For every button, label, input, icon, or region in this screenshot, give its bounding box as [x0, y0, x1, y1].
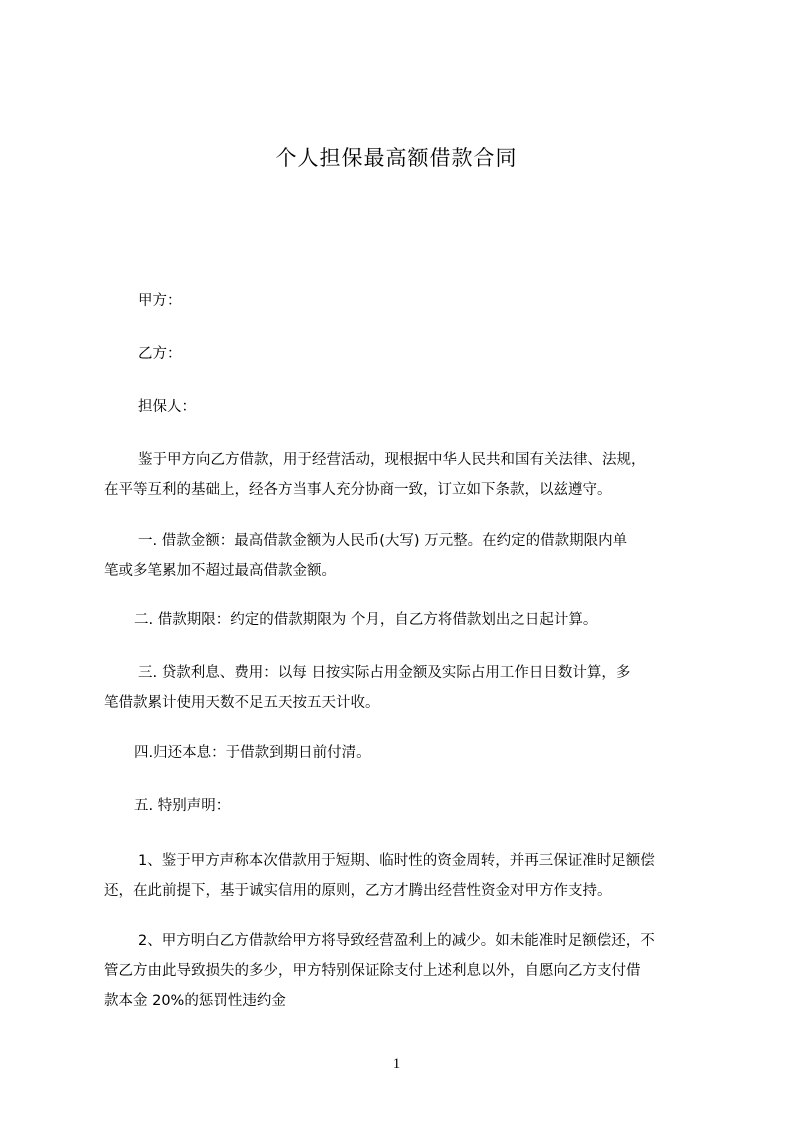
clause-4: 四.归还本息：于借款到期日前付清。 [134, 745, 371, 761]
party-a-label: 甲方： [138, 293, 182, 309]
clause-1-line-1: 一. 借款金额：最高借款金额为人民币(大写) 万元整。在约定的借款期限内单 [138, 533, 628, 549]
guarantor-label: 担保人： [138, 399, 196, 415]
item-2-line-1: 2、甲方明白乙方借款给甲方将导致经营盈利上的减少。如未能准时足额偿还，不 [138, 933, 655, 949]
document-title: 个人担保最高额借款合同 [275, 146, 518, 170]
clause-3-line-2: 笔借款累计使用天数不足五天按五天计收。 [104, 695, 380, 711]
clause-3-line-1: 三. 贷款利息、费用：以每 日按实际占用金额及实际占用工作日日数计算，多 [138, 665, 631, 681]
party-b-label: 乙方： [138, 346, 182, 362]
item-2-line-3: 款本金 20%的惩罚性违约金 [104, 993, 286, 1009]
page-number: 1 [392, 1056, 401, 1072]
preamble-line-1: 鉴于甲方向乙方借款，用于经营活动，现根据中华人民共和国有关法律、法规， [138, 452, 646, 468]
item-2-line-2: 管乙方由此导致损失的多少，甲方特别保证除支付上述利息以外，自愿向乙方支付借 [104, 963, 641, 979]
clause-5-heading: 五. 特别声明： [134, 798, 231, 814]
clause-1-line-2: 笔或多笔累加不超过最高借款金额。 [104, 563, 336, 579]
clause-2: 二. 借款期限：约定的借款期限为 个月，自乙方将借款划出之日起计算。 [134, 612, 598, 628]
item-1-line-1: 1、鉴于甲方声称本次借款用于短期、临时性的资金周转，并再三保证准时足额偿 [138, 853, 655, 869]
item-1-line-2: 还，在此前提下，基于诚实信用的原则，乙方才腾出经营性资金对甲方作支持。 [104, 883, 612, 899]
preamble-line-2: 在平等互利的基础上，经各方当事人充分协商一致，订立如下条款，以兹遵守。 [104, 482, 612, 498]
